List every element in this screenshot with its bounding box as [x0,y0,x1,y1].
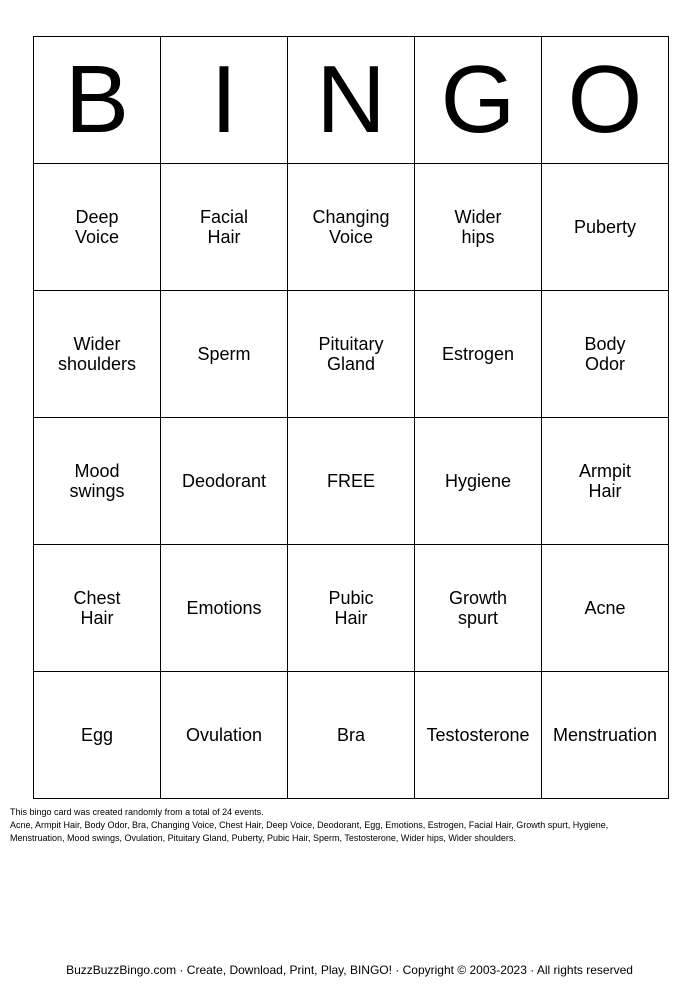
cell-text: Ovulation [185,725,263,745]
bingo-cell [415,418,542,545]
bingo-row [34,418,669,545]
cell-text: Pubic Hair [328,588,374,628]
bingo-row [34,545,669,672]
cell-text: Growth spurt [448,588,508,628]
bingo-cell [161,545,288,672]
bingo-cell [34,418,161,545]
card-info-word-list-continued: Menstruation, Mood swings, Ovulation, Pituitary Gland, Puberty, Pubic Hair, Sperm, Testosterone, Wider hips, Wider shoulders. [10,833,516,843]
bingo-card [33,36,669,799]
bingo-cell [34,545,161,672]
bingo-row [34,672,669,799]
bingo-cell [542,672,669,799]
cell-text: Sperm [197,344,251,364]
cell-text: Body Odor [584,334,626,374]
cell-text: Changing Voice [312,207,390,247]
header-letter-n: N [288,37,415,164]
cell-text: Deodorant [181,471,267,491]
free-space-cell [288,418,415,545]
cell-text: Mood swings [69,461,125,501]
bingo-cell [34,291,161,418]
cell-text: Pituitary Gland [318,334,384,374]
bingo-cell [542,545,669,672]
header-letter-i: I [161,37,288,164]
cell-text: Bra [336,725,365,745]
cell-text: Testosterone [426,725,530,745]
bingo-cell [161,418,288,545]
free-space-text: FREE [326,471,375,491]
cell-text: Emotions [186,598,262,618]
cell-text: Deep Voice [74,207,120,247]
bingo-cell [288,291,415,418]
bingo-cell [542,291,669,418]
cell-text: Armpit Hair [578,461,631,501]
card-info-word-list: Acne, Armpit Hair, Body Odor, Bra, Changing Voice, Chest Hair, Deep Voice, Deodorant, Egg, Emotions, Estrogen, Facial Hair, Growth spurt, Hygiene, [10,820,609,830]
bingo-cell [288,545,415,672]
bingo-cell [542,418,669,545]
bingo-cell [415,672,542,799]
bingo-cell [161,164,288,291]
bingo-row [34,291,669,418]
bingo-cell [161,291,288,418]
cell-text: Acne [584,598,626,618]
cell-text: Menstruation [552,725,658,745]
bingo-row [34,164,669,291]
cell-text: Estrogen [441,344,515,364]
cell-text: Egg [80,725,114,745]
bingo-cell [415,164,542,291]
cell-text: Wider hips [454,207,502,247]
header-letter-g: G [415,37,542,164]
bingo-header-row [34,37,669,164]
footer-copyright: BuzzBuzzBingo.com · Create, Download, Print, Play, BINGO! · Copyright © 2003-2023 · All rights reserved [66,963,633,977]
cell-text: Facial Hair [199,207,248,247]
bingo-cell [415,291,542,418]
card-info-summary: This bingo card was created randomly from a total of 24 events. [10,807,264,817]
bingo-cell [542,164,669,291]
cell-text: Puberty [573,217,637,237]
bingo-cell [288,672,415,799]
bingo-cell [288,164,415,291]
cell-text: Wider shoulders [57,334,137,374]
header-letter-o: O [542,37,669,164]
bingo-cell [34,672,161,799]
card-info [10,806,690,845]
bingo-cell [34,164,161,291]
header-letter-b: B [34,37,161,164]
bingo-cell [415,545,542,672]
bingo-cell [161,672,288,799]
cell-text: Hygiene [444,471,512,491]
cell-text: Chest Hair [73,588,121,628]
